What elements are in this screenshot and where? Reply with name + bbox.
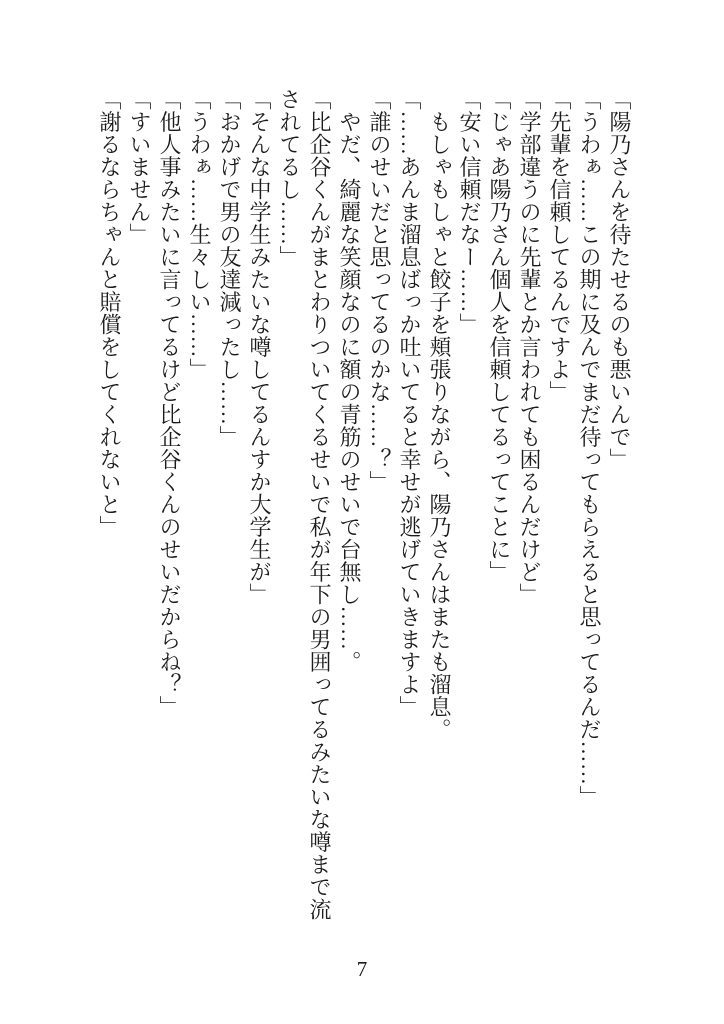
text-line: 「安い信頼だなー……」: [457, 88, 482, 336]
vertical-text-block: [94, 88, 634, 933]
text-line: 「……あんま溜息ばっか吐いてると幸せが逃げていきますよ」: [397, 88, 422, 718]
text-line: 「誰のせいだと思ってるのかな……？」: [367, 88, 392, 493]
text-line: 「うわぁ……この期に及んでまだ待ってもらえると思ってるんだ……」: [577, 88, 602, 808]
text-line: 「陽乃さんを待たせるのも悪いんで」: [607, 88, 632, 471]
page-number: 7: [356, 957, 368, 981]
text-line: 「うわぁ……生々しい……」: [187, 88, 212, 381]
text-line: 「学部違うのに先輩とか言われても困るんだけど」: [517, 88, 542, 606]
text-line: 「比企谷くんがまとわりついてくるせいで私が年下の男囲ってるみたいな噂まで流されてるし……」: [277, 88, 332, 921]
text-line: 「他人事みたいに言ってるけど比企谷くんのせいだからね？」: [157, 88, 182, 718]
text-line: やだ、綺麗な笑顔なのに額の青筋のせいで台無し……。: [337, 88, 362, 673]
text-line: 「すいません」: [127, 88, 152, 246]
text-line: 「じゃあ陽乃さん個人を信頼してるってことに」: [487, 88, 512, 583]
text-line: 「謝るならちゃんと賠償をしてくれないと」: [97, 88, 122, 538]
text-line: 「おかげで男の友達減ったし……」: [217, 88, 242, 448]
text-line: 「そんな中学生みたいな噂してるんすか大学生が」: [247, 88, 272, 606]
text-line: 「先輩を信頼してるんですよ」: [547, 88, 572, 403]
text-line: もしゃもしゃと餃子を頬張りながら、陽乃さんはまたも溜息。: [427, 88, 452, 741]
